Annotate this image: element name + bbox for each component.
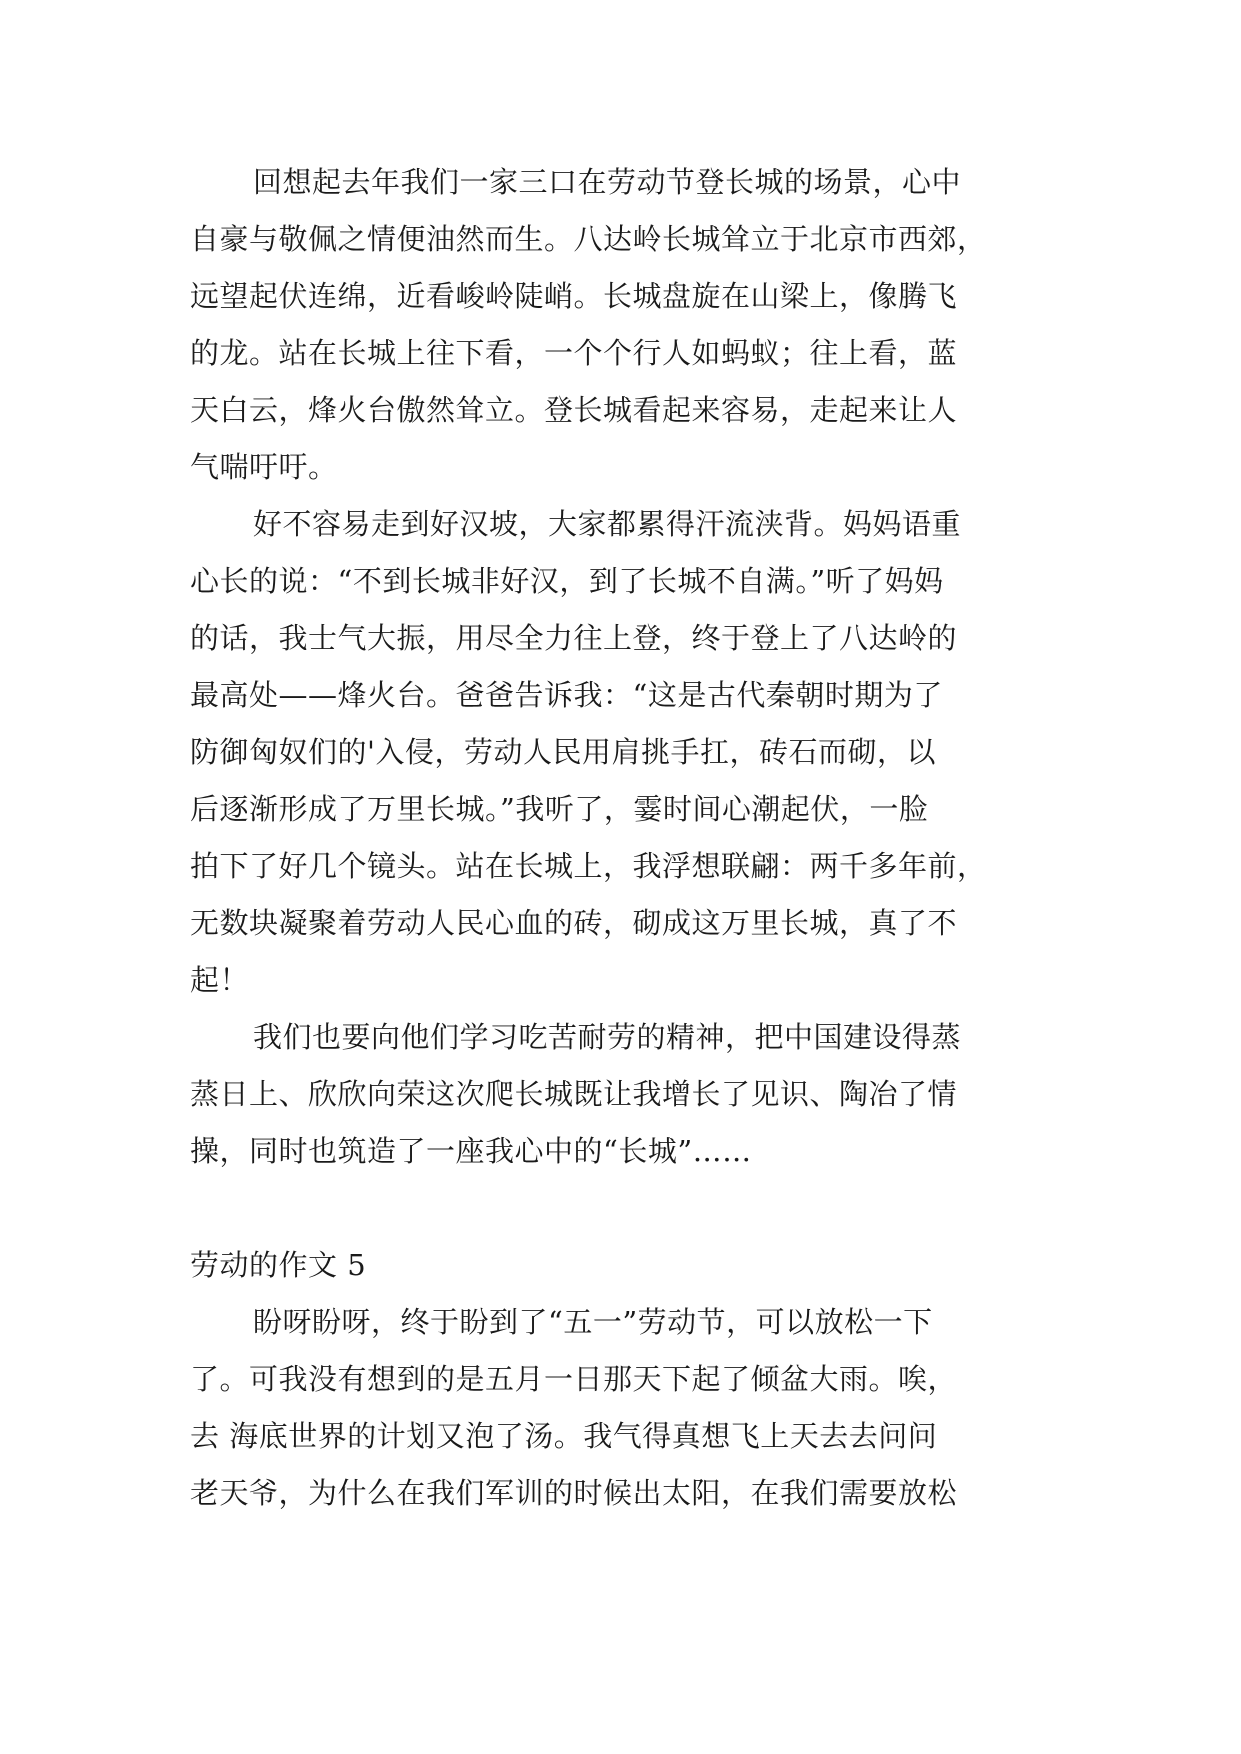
paragraph-2-line-1: 好不容易走到好汉坡，大家都累得汗流浃背。妈妈语重 — [253, 507, 962, 541]
section-heading: 劳动的作文 5 — [190, 1248, 367, 1282]
paragraph-2-line-4: 最高处——烽火台。爸爸告诉我：“这是古代秦朝时期为了 — [190, 678, 943, 712]
paragraph-3-line-1: 我们也要向他们学习吃苦耐劳的精神，把中国建设得蒸 — [253, 1020, 962, 1054]
paragraph-1-line-3: 远望起伏连绵，近看峻岭陡峭。长城盘旋在山梁上，像腾飞 — [190, 279, 958, 313]
paragraph-1-line-2: 自豪与敬佩之情便油然而生。八达岭长城耸立于北京市西郊， — [190, 222, 987, 256]
paragraph-1-line-6: 气喘吁吁。 — [190, 450, 338, 484]
paragraph-2-line-9: 起！ — [190, 963, 250, 997]
paragraph-4-line-4: 老天爷，为什么在我们军训的时候出太阳，在我们需要放松 — [190, 1476, 958, 1510]
paragraph-1-line-5: 天白云，烽火台傲然耸立。登长城看起来容易，走起来让人 — [190, 393, 958, 427]
paragraph-2-line-8: 无数块凝聚着劳动人民心血的砖，砌成这万里长城，真了不 — [190, 906, 958, 940]
paragraph-2-line-5: 防御匈奴们的'入侵，劳动人民用肩挑手扛，砖石而砌，以 — [190, 735, 936, 769]
paragraph-3-line-3: 操，同时也筑造了一座我心中的“长城”…… — [190, 1134, 752, 1168]
paragraph-1-line-1: 回想起去年我们一家三口在劳动节登长城的场景，心中 — [253, 165, 962, 199]
paragraph-2-line-3: 的话，我士气大振，用尽全力往上登，终于登上了八达岭的 — [190, 621, 958, 655]
paragraph-4-line-3: 去 海底世界的计划又泡了汤。我气得真想飞上天去去问问 — [190, 1419, 938, 1453]
paragraph-1-line-4: 的龙。站在长城上往下看，一个个行人如蚂蚁；往上看，蓝 — [190, 336, 958, 370]
paragraph-4-line-2: 了。可我没有想到的是五月一日那天下起了倾盆大雨。唉， — [190, 1362, 958, 1396]
paragraph-2-line-7: 拍下了好几个镜头。站在长城上，我浮想联翩：两千多年前， — [190, 849, 987, 883]
paragraph-4-line-1: 盼呀盼呀，终于盼到了“五一”劳动节，可以放松一下 — [253, 1305, 933, 1339]
paragraph-2-line-2: 心长的说：“不到长城非好汉，到了长城不自满。”听了妈妈 — [190, 564, 944, 598]
paragraph-3-line-2: 蒸日上、欣欣向荣这次爬长城既让我增长了见识、陶冶了情 — [190, 1077, 958, 1111]
paragraph-2-line-6: 后逐渐形成了万里长城。”我听了，霎时间心潮起伏，一脸 — [190, 792, 929, 826]
